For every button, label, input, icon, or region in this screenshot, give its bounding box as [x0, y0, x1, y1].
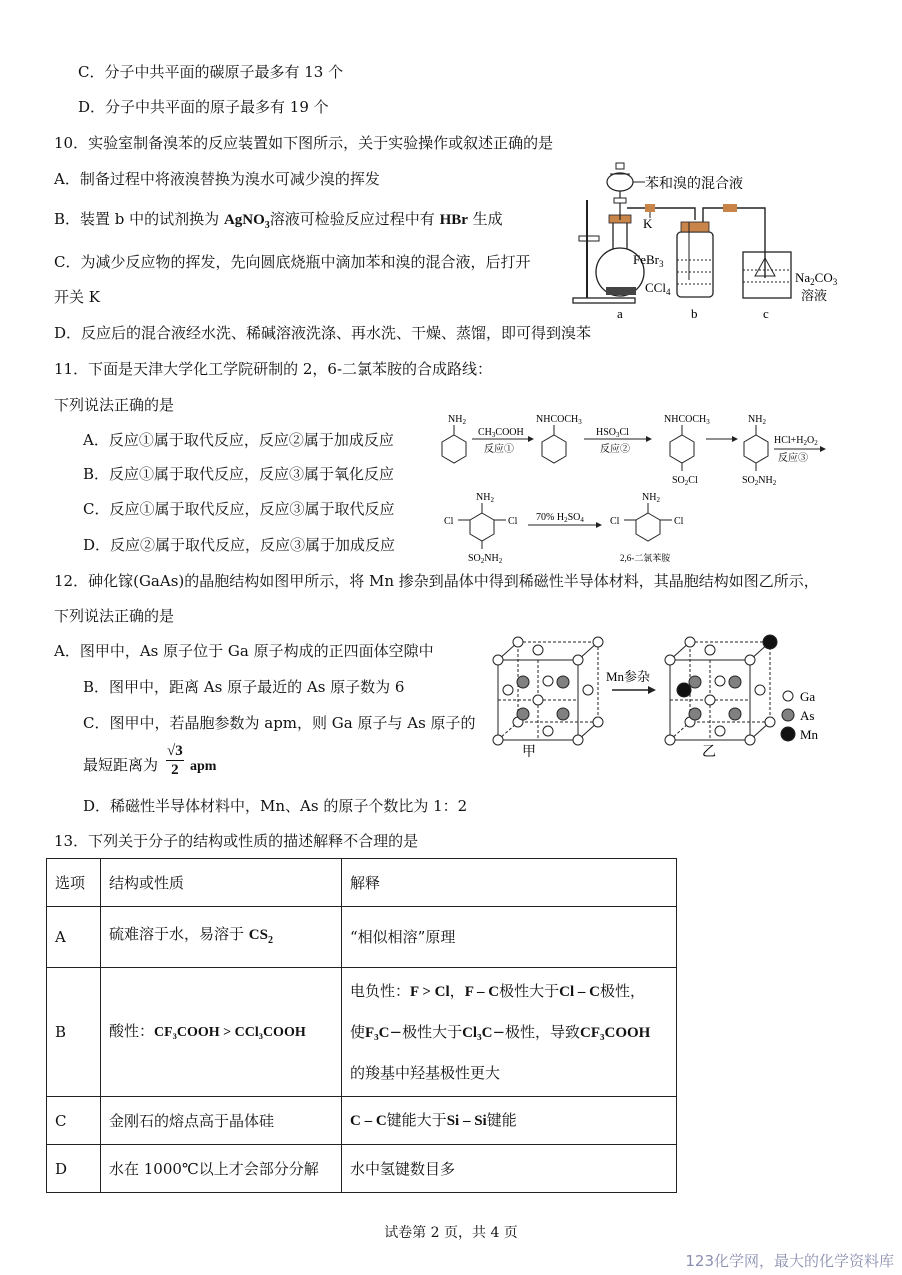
header-property: 结构或性质	[101, 859, 342, 907]
row-d-property: 水在 1000℃以上才会部分分解	[101, 1145, 342, 1193]
q11-sub: 下列说法正确的是	[54, 396, 175, 414]
ccl4-label: CCl$_4$	[645, 280, 671, 297]
mix-label: 苯和溴的混合液	[645, 177, 743, 192]
q11-option-a: A．反应①属于取代反应，反应②属于加成反应	[83, 431, 394, 449]
legend	[781, 689, 819, 742]
q13-stem: 13．下列关于分子的结构或性质的描述解释不合理的是	[54, 832, 419, 850]
reaction-1-label: 反应①	[484, 444, 514, 455]
q12-option-d: D．稀磁性半导体材料中，Mn、As 的原子个数比为 1：2	[83, 797, 468, 815]
q12-option-c-line2: 最短距离为	[83, 756, 159, 774]
q12-sub: 下列说法正确的是	[54, 607, 175, 625]
header-option: 选项	[47, 859, 101, 907]
row-b-property: 酸性：CF₃COOH > CCl₃COOH	[101, 968, 342, 1097]
q10-option-a: A．制备过程中将液溴替换为溴水可减少溴的挥发	[54, 170, 380, 188]
q10-option-d: D．反应后的混合液经水洗、稀碱溶液洗涤、再水洗、干燥、蒸馏，即可得到溴苯	[54, 324, 592, 342]
header-explanation: 解释	[342, 859, 677, 907]
q12-stem: 12．砷化镓(GaAs)的晶胞结构如图甲所示，将 Mn 掺杂到晶体中得到稀磁性半导体材料，其晶胞结构如图乙所示，	[54, 572, 819, 590]
solution-label: 溶液	[801, 288, 828, 303]
product-cl-right: Cl	[674, 516, 684, 527]
dichloro-nh2: $NH_2$	[476, 492, 494, 504]
table-row	[47, 1145, 677, 1193]
q10-option-c-line2: 开关 K	[54, 288, 100, 306]
hso3cl-label: $HSO_3Cl$	[596, 427, 629, 439]
watermark: 123化学网，最大的化学资料库	[685, 1252, 894, 1270]
q10-b-text2: 溶液可检验反应过程中有	[269, 210, 440, 228]
label-c: c	[763, 306, 769, 321]
row-d-explanation: 水中氢键数目多	[342, 1145, 677, 1193]
legend-swatch-ga	[783, 691, 793, 701]
row-a-property: 硫难溶于水，易溶于 $CS_2$	[101, 907, 342, 968]
legend-ga: Ga	[800, 689, 816, 704]
h2so4-label: 70% $H_2SO_4$	[536, 512, 584, 524]
row-c-explanation: C – C键能大于Si – Si键能	[342, 1097, 677, 1145]
cl-left: Cl	[444, 516, 454, 527]
so2cl-label: $SO_2Cl$	[672, 475, 698, 487]
q12-unit: apm	[190, 759, 217, 774]
q11-option-d: D．反应②属于取代反应，反应③属于加成反应	[83, 536, 396, 554]
na2co3-label: $Na_2CO_3$	[795, 270, 838, 287]
q11-stem: 11．下面是天津大学化工学院研制的 2，6-二氯苯胺的合成路线：	[54, 360, 493, 378]
aniline-nh2: $NH_2$	[448, 414, 466, 426]
q10-b-agno3: AgNO$_3$	[223, 212, 270, 231]
q10-b-text: B．装置 b 中的试剂换为	[54, 210, 224, 228]
label-b: b	[691, 306, 698, 321]
k-label: K	[643, 216, 653, 231]
legend-mn: Mn	[800, 727, 819, 742]
label-yi: 乙	[702, 745, 716, 760]
bromobenzene-apparatus-diagram	[565, 160, 865, 325]
mn-doping-label: Mn参杂	[606, 669, 651, 684]
ch3cooh-label: $CH_3COOH$	[478, 427, 524, 439]
row-d-option: D	[47, 1145, 101, 1193]
hcl-h2o2-label: $HCl+H_2O_2$	[774, 435, 818, 447]
q11-option-c: C．反应①属于取代反应，反应③属于取代反应	[83, 500, 395, 518]
q10-b-hbr: HBr	[439, 212, 468, 228]
row-a-option: A	[47, 907, 101, 968]
label-jia: 甲	[522, 745, 536, 760]
so2nh2-label: $SO_2NH_2$	[742, 475, 777, 487]
acetanilide-nhcoch3: $NHCOCH_3$	[536, 414, 582, 426]
q10-b-text3: 生成	[467, 210, 503, 228]
q10-option-c-line1: C．为减少反应物的挥发，先向圆底烧瓶中滴加苯和溴的混合液，后打开	[54, 253, 531, 271]
dichloro-so2nh2: $SO_2NH_2$	[468, 553, 503, 565]
page-footer: 试卷第 2 页，共 4 页	[384, 1225, 518, 1241]
cl-right: Cl	[508, 516, 518, 527]
product-nh2: $NH_2$	[642, 492, 660, 504]
q10-option-b	[54, 209, 503, 236]
q11-option-b: B．反应①属于取代反应，反应③属于氧化反应	[83, 465, 395, 483]
label-a: a	[617, 306, 623, 321]
legend-swatch-as	[782, 709, 794, 721]
sqrt3-over-2-fraction: √3 2	[167, 743, 183, 778]
sulfonamide-nh2: $NH_2$	[748, 414, 766, 426]
q12-option-c-line1: C．图甲中，若晶胞参数为 apm，则 Ga 原子与 As 原子的	[83, 714, 476, 732]
row-c-option: C	[47, 1097, 101, 1145]
febr3-label: FeBr$_3$	[633, 252, 664, 269]
intermediate-nhcoch3: $NHCOCH_3$	[664, 414, 710, 426]
q12-option-b: B．图甲中，距离 As 原子最近的 As 原子数为 6	[83, 678, 405, 696]
q12-option-a: A．图甲中，As 原子位于 Ga 原子构成的正四面体空隙中	[54, 642, 434, 660]
q10-stem: 10．实验室制备溴苯的反应装置如下图所示，关于实验操作或叙述正确的是	[54, 134, 554, 152]
table-row	[47, 968, 677, 1097]
q9-option-c: C．分子中共平面的碳原子最多有 13 个	[78, 63, 344, 81]
row-b-option: B	[47, 968, 101, 1097]
table-header-row	[47, 859, 677, 907]
legend-as: As	[800, 708, 815, 723]
table-row	[47, 907, 677, 968]
synthesis-route-scheme	[436, 405, 836, 567]
row-a-explanation: “相似相溶”原理	[342, 907, 677, 968]
product-cl-left: Cl	[610, 516, 620, 527]
table-row	[47, 1097, 677, 1145]
product-name: 2,6-二氯苯胺	[620, 553, 671, 563]
row-b-explanation: 电负性：F > Cl，F – C极性大于Cl – C极性， 使F₃C−极性大于Cl₃C−极性，导致CF₃COOH 的羧基中羟基极性更大	[342, 968, 677, 1097]
reaction-2-label: 反应②	[600, 444, 630, 455]
q9-option-d: D．分子中共平面的原子最多有 19 个	[78, 98, 329, 116]
legend-swatch-mn	[781, 727, 795, 741]
row-c-property: 金刚石的熔点高于晶体硅	[101, 1097, 342, 1145]
crystal-cell-diagram	[488, 632, 848, 760]
reaction-3-label: 反应③	[778, 453, 808, 464]
q13-table	[46, 858, 677, 1193]
